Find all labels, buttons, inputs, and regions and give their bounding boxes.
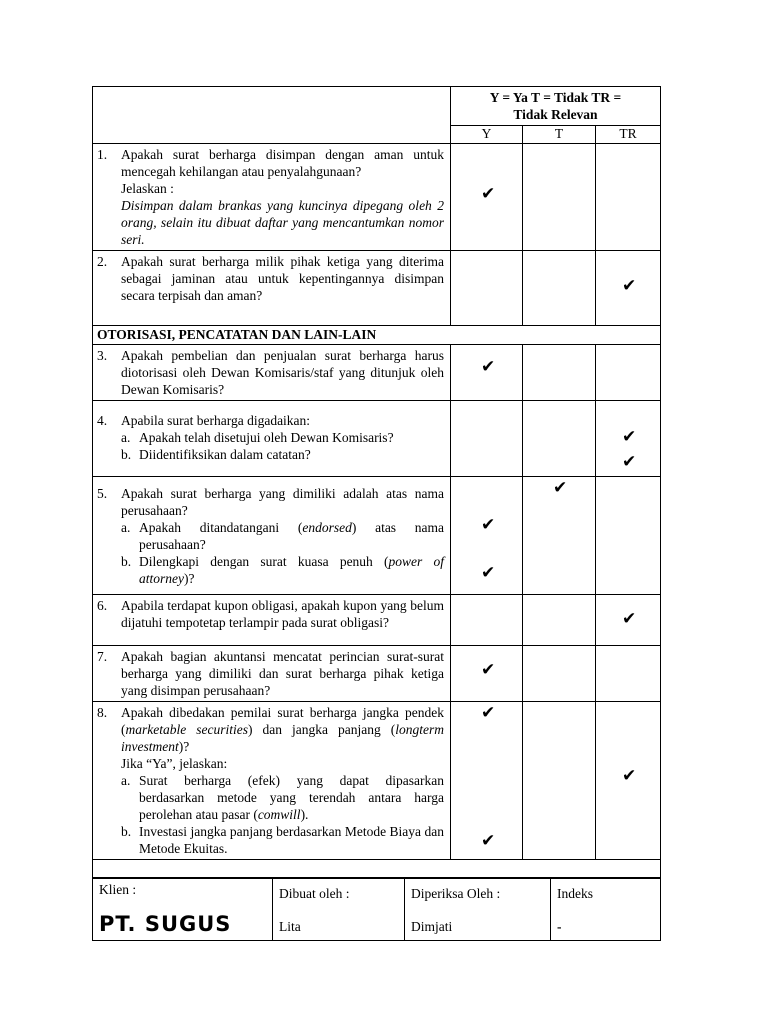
sub-question-a-end: ). (300, 807, 309, 822)
question-row-8 (93, 702, 661, 860)
sub-question-a-text: Surat berharga (efek) yang dapat dipasarkan berdasarkan metode yang terendah antara harga perolehan atau pasar ( (139, 773, 444, 822)
answer-cell-y (451, 345, 523, 401)
spacer-row (93, 860, 661, 878)
question-text: Apakah dibedakan pemilai surat berharga jangka pendek ( (121, 705, 444, 737)
answer-cell-t (523, 477, 596, 595)
question-row-5 (93, 477, 661, 595)
question-text: Apakah bagian akuntansi mencatat perincian surat-surat berharga yang dimiliki dan surat berharga pihak ketiga yang disimpan perusahaan? (121, 649, 444, 698)
sub-question-b-end: )? (184, 571, 195, 586)
answer-cell-y (451, 477, 523, 595)
column-header-y: Y (451, 126, 523, 144)
answer-cell-t (523, 646, 596, 702)
legend-line-1: Y = Ya T = Tidak TR = (489, 90, 622, 105)
sub-question-b: Diidentifiksikan dalam catatan? (139, 447, 311, 462)
question-cell: 5. Apakah surat berharga yang dimiliki adalah atas nama perusahaan? a. Apakah ditandatangani (endorsed) atas nama perusahaan? b. Dilengkapi dengan surat kuasa penuh (power of attorney)? (93, 477, 451, 595)
check-mark-icon: ✔ (481, 703, 496, 723)
client-label: Klien : (99, 882, 137, 897)
question-cell (93, 251, 451, 326)
answer-cell-t (523, 702, 596, 860)
question-text: Apakah surat berharga yang dimiliki adalah atas nama perusahaan? (121, 486, 444, 518)
question-text: Apabila terdapat kupon obligasi, apakah kupon yang belum dijatuhi tempotetap terlampir pada surat obligasi? (121, 598, 444, 630)
check-mark-icon: ✔ (481, 660, 496, 680)
column-header-t: T (523, 126, 596, 144)
answer-cell-y (451, 595, 523, 646)
question-text-3: )? (178, 739, 190, 754)
question-number: 5. (97, 486, 108, 501)
made-by-label: Dibuat oleh : (279, 886, 350, 901)
question-text: Apakah pembelian dan penjualan surat berharga harus diotorisasi oleh Dewan Komisaris/staf yang ditunjuk oleh Dewan Komisaris? (121, 348, 444, 397)
answer-cell-tr (596, 345, 661, 401)
answer-cell-tr (596, 401, 661, 477)
section-title: OTORISASI, PENCATATAN DAN LAIN-LAIN (97, 327, 377, 342)
answer-cell-t (523, 251, 596, 326)
sub-question-a-end: ) atas nama perusahaan? (139, 520, 445, 552)
sub-question-b: Investasi jangka panjang berdasarkan Metode Biaya dan Metode Ekuitas. (139, 824, 444, 856)
footer-table (92, 878, 661, 941)
question-cell (93, 345, 451, 401)
question-number: 1. (97, 147, 108, 162)
question-number: 6. (97, 598, 108, 613)
legend-line-2: Tidak Relevan (513, 107, 598, 122)
question-number: 2. (97, 254, 108, 269)
index-label: Indeks (557, 886, 593, 901)
question-row-3 (93, 345, 661, 401)
check-mark-icon: ✔ (622, 427, 637, 447)
question-row-7 (93, 646, 661, 702)
check-mark-icon: ✔ (622, 452, 637, 472)
answer-cell-tr (596, 251, 661, 326)
answer-cell-y (451, 251, 523, 326)
legend-cell (451, 87, 661, 126)
answer-cell-tr (596, 144, 661, 251)
sub-question-a-italic: comwill (257, 807, 301, 822)
checked-by-label: Diperiksa Oleh : (411, 886, 501, 901)
question-text-2: ) dan jangka panjang ( (247, 722, 396, 737)
answer-cell-tr (596, 646, 661, 702)
explain-label: Jika “Ya”, jelaskan: (121, 756, 228, 771)
section-heading-cell (93, 326, 661, 345)
explain-label: Jelaskan : (121, 181, 174, 196)
index-cell (551, 879, 661, 941)
client-cell (93, 879, 273, 941)
made-by-cell (273, 879, 405, 941)
check-mark-icon: ✔ (553, 478, 568, 498)
check-mark-icon: ✔ (481, 515, 496, 535)
answer-cell-y (451, 401, 523, 477)
answer-cell-t (523, 345, 596, 401)
checked-by-value: Dimjati (411, 919, 453, 934)
check-mark-icon: ✔ (481, 357, 496, 377)
index-value: - (557, 919, 562, 934)
answer-cell-tr (596, 595, 661, 646)
checklist-table (92, 86, 661, 878)
question-italic-1: marketable securities (125, 722, 248, 737)
answer-cell-y (451, 144, 523, 251)
column-header-tr: TR (596, 126, 661, 144)
check-mark-icon: ✔ (622, 609, 637, 629)
question-text: Apakah surat berharga milik pihak ketiga yang diterima sebagai jaminan atau untuk kepentingannya disimpan secara terpisah dan aman? (121, 254, 444, 303)
question-number: 8. (97, 705, 108, 720)
question-italic-2: longterm investment (121, 722, 444, 754)
answer-cell-y (451, 702, 523, 860)
client-name: PT. SUGUS (99, 912, 232, 936)
answer-cell-tr (596, 702, 661, 860)
answer-cell-tr (596, 477, 661, 595)
question-text: Apabila surat berharga digadaikan: (121, 413, 311, 428)
answer-cell-t (523, 401, 596, 477)
check-mark-icon: ✔ (622, 766, 637, 786)
header-blank-cell (93, 87, 451, 144)
check-mark-icon: ✔ (481, 831, 496, 851)
question-cell (93, 595, 451, 646)
question-row-1 (93, 144, 661, 251)
sub-question-a-italic: endorsed (302, 520, 352, 535)
answer-cell-t (523, 144, 596, 251)
check-mark-icon: ✔ (481, 563, 496, 583)
audit-checklist (92, 86, 660, 941)
question-row-6 (93, 595, 661, 646)
checked-by-cell (405, 879, 551, 941)
sub-question-b-text: Dilengkapi dengan surat kuasa penuh ( (139, 554, 389, 569)
question-cell (93, 646, 451, 702)
made-by-value: Lita (279, 919, 301, 934)
question-text: Apakah surat berharga disimpan dengan aman untuk mencegah kehilangan atau penyalahgunaan? (121, 147, 444, 179)
question-number: 3. (97, 348, 108, 363)
explain-answer: Disimpan dalam brankas yang kuncinya dipegang oleh 2 orang, selain itu dibuat daftar yang mencantumkan nomor seri. (121, 198, 444, 247)
answer-cell-t (523, 595, 596, 646)
sub-question-b-italic: power of attorney (139, 554, 444, 586)
answer-cell-y (451, 646, 523, 702)
question-number: 4. (97, 413, 108, 428)
question-number: 7. (97, 649, 108, 664)
question-cell (93, 144, 451, 251)
question-row-2 (93, 251, 661, 326)
sub-question-a-text: Apakah ditandatangani ( (139, 520, 303, 535)
question-cell: 4. Apabila surat berharga digadaikan: a. Apakah telah disetujui oleh Dewan Komisaris? b. Diidentifiksikan dalam catatan? (93, 401, 451, 477)
question-row-4 (93, 401, 661, 477)
question-cell: 8. Apakah dibedakan pemilai surat berharga jangka pendek (marketable securities) dan jangka panjang (longterm investment)? Jika “Ya”, jelaskan: a. Surat berharga (efek) yang dapat dipasarkan berdasarkan metode yang terendah antara harga perolehan atau pasar (comwill). b. Investasi jangka panjang berdasarkan Metode Biaya dan Metode Ekuitas. (93, 702, 451, 860)
check-mark-icon: ✔ (481, 184, 496, 204)
sub-question-a: Apakah telah disetujui oleh Dewan Komisaris? (139, 430, 394, 445)
check-mark-icon: ✔ (622, 276, 637, 296)
